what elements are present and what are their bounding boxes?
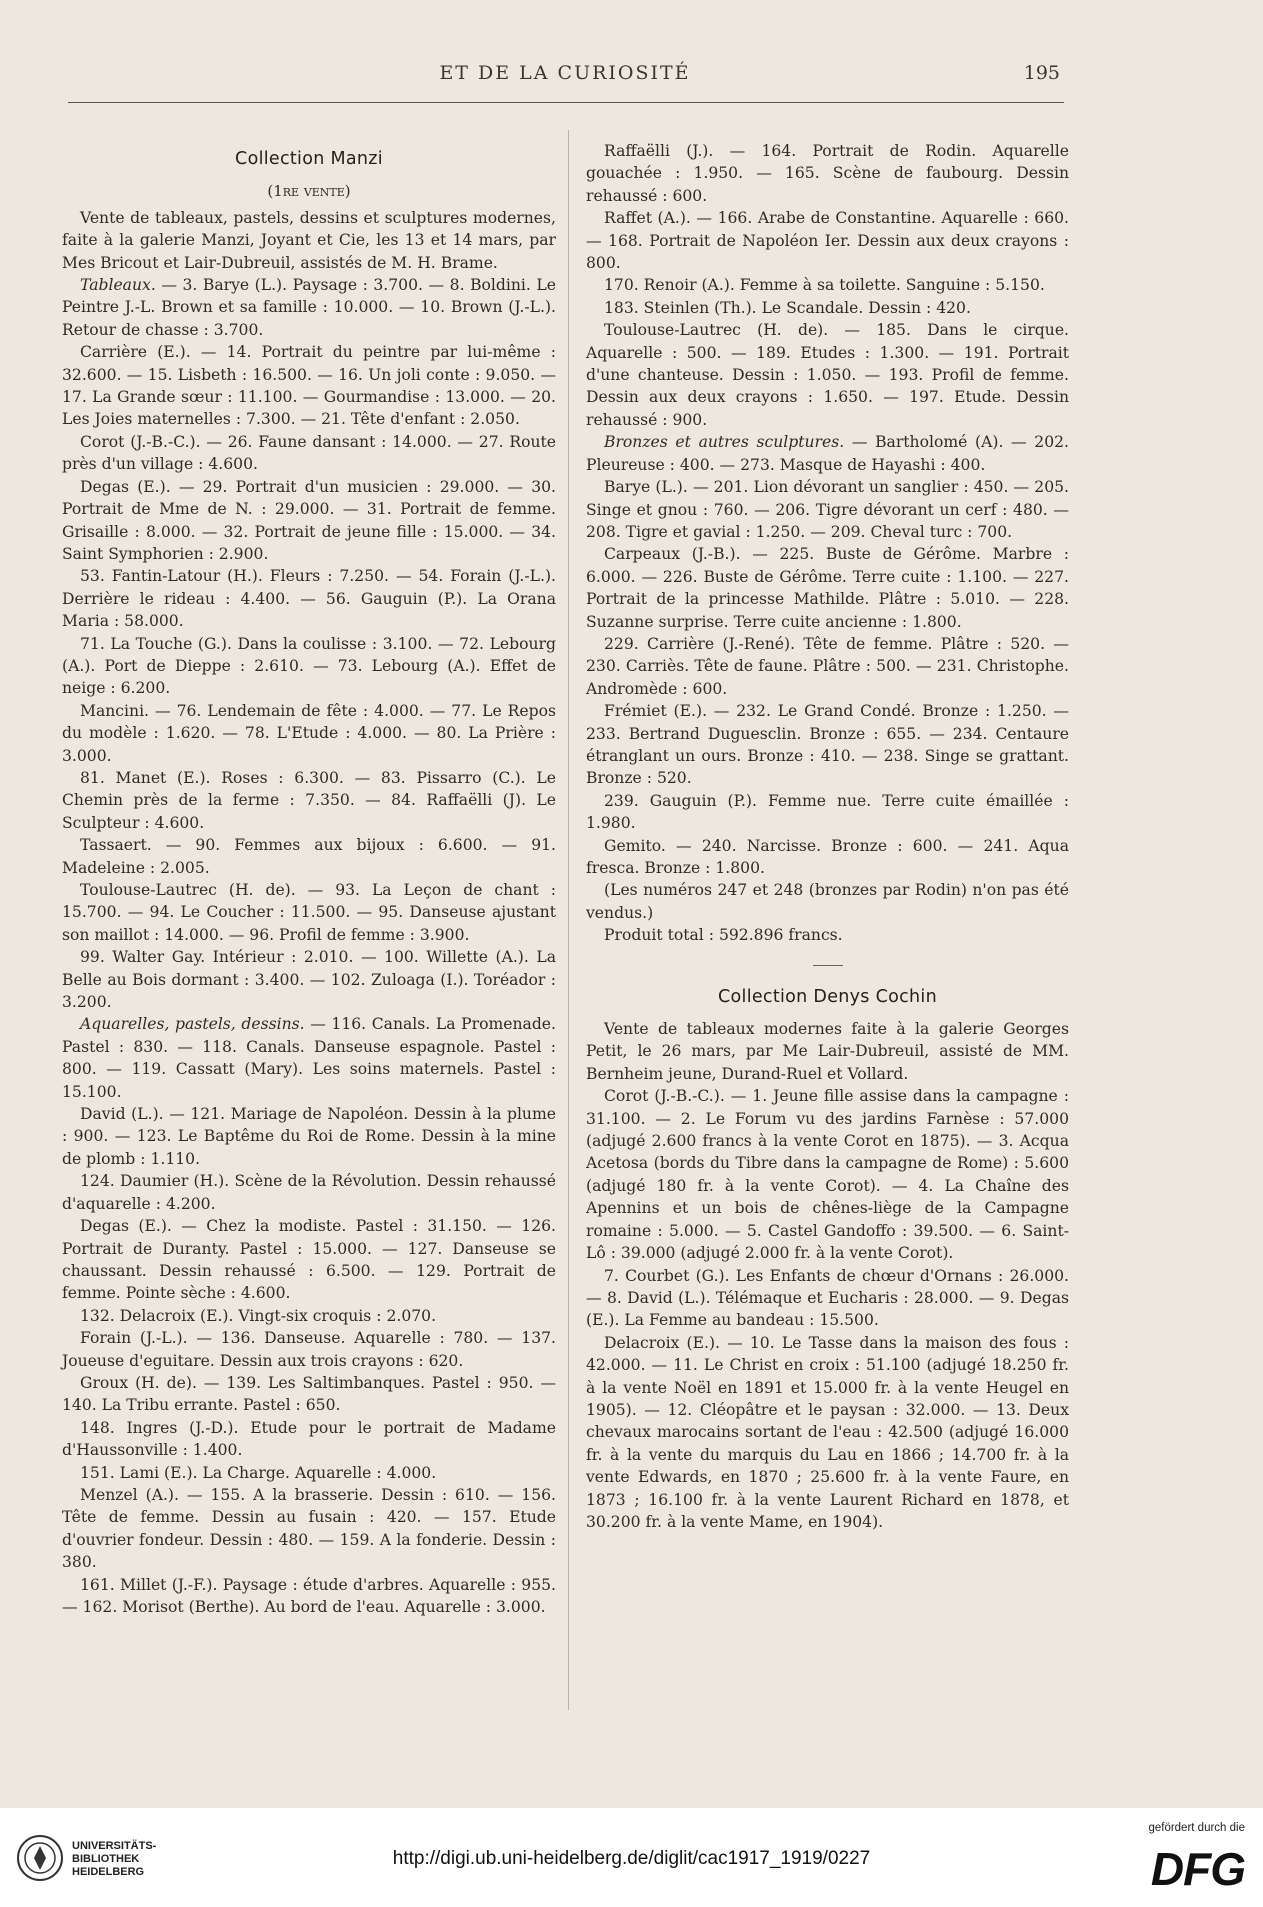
right-column — [586, 140, 1069, 1533]
paragraph: 132. Delacroix (E.). Vingt-six croquis : 2.070. — [80, 1306, 437, 1325]
paragraph: Tassaert. — 90. Femmes aux bijoux : 6.600. — 91. Madeleine : 2.005. — [62, 836, 556, 877]
paragraph: Tableaux. — 3. Barye (L.). Paysage : 3.700. — 8. Boldini. Le Peintre J.-L. Brown et sa famille : 10.000. — 10. Brown (J.-L.). Retour de chasse : 3.700. — [62, 276, 556, 339]
paragraph: 161. Millet (J.-F.). Paysage : étude d'arbres. Aquarelle : 955. — 162. Morisot (Berthe). Au bord de l'eau. Aquarelle : 3.000. — [62, 1575, 556, 1616]
section-subtitle: (1re vente) — [267, 182, 351, 201]
paragraph: Groux (H. de). — 139. Les Saltimbanques. Pastel : 950. — 140. La Tribu errante. Pastel : 650. — [62, 1373, 556, 1415]
column-divider — [568, 130, 569, 1710]
viewer-footer — [0, 1808, 1263, 1907]
italic-label: Tableaux. — [80, 276, 156, 295]
paragraph: 170. Renoir (A.). Femme à sa toilette. Sanguine : 5.150. — [604, 276, 1045, 295]
paragraph: Raffaëlli (J.). — 164. Portrait de Rodin. Aquarelle gouachée : 1.950. — 165. Scène de faubourg. Dessin rehaussé : 600. — [586, 142, 1069, 205]
paragraph: 71. La Touche (G.). Dans la coulisse : 3.100. — 72. Lebourg (A.). Port de Dieppe : 2.610. — 73. Lebourg (A.). Effet de neige : 6.200. — [62, 634, 556, 698]
paragraph: Vente de tableaux modernes faite à la galerie Georges Petit, le 26 mars, par Me Lair-Dubreuil, assisté de MM. Bernheim jeune, Durand-Ruel et Vollard. — [586, 1020, 1069, 1083]
running-head — [70, 62, 1060, 92]
paragraph: 81. Manet (E.). Roses : 6.300. — 83. Pissarro (C.). Le Chemin près de la ferme : 7.350. — 84. Raffaëlli (J). Le Sculpteur : 4.600. — [62, 768, 556, 832]
paragraph: Carpeaux (J.-B.). — 225. Buste de Gérôme. Marbre : 6.000. — 226. Buste de Gérôme. Terre cuite : 1.100. — 227. Portrait de la princesse Mathilde. Plâtre : 5.010. — 228. Suzanne surprise. Terre cuite ancienne : 1.800. — [586, 545, 1069, 631]
paragraph: 53. Fantin-Latour (H.). Fleurs : 7.250. — 54. Forain (J.-L.). Derrière le rideau : 4.400. — 56. Gauguin (P.). La Orana Maria : 58.000. — [62, 567, 556, 631]
header-rule — [68, 102, 1064, 103]
paragraph: 99. Walter Gay. Intérieur : 2.010. — 100. Willette (A.). La Belle au Bois dormant : 3.400. — 102. Zuloaga (I.). Toréador : 3.200. — [62, 948, 556, 1012]
paragraph: Mancini. — 76. Lendemain de fête : 4.000. — 77. Le Repos du modèle : 1.620. — 78. L'Etude : 4.000. — 80. La Prière : 3.000. — [62, 701, 556, 765]
paragraph: 124. Daumier (H.). Scène de la Révolution. Dessin rehaussé d'aquarelle : 4.200. — [62, 1172, 556, 1213]
paragraph: Barye (L.). — 201. Lion dévorant un sanglier : 450. — 205. Singe et gnou : 760. — 206. Tigre dévorant un cerf : 480. — 208. Tigre et gavial : 1.250. — 209. Cheval turc : 700. — [586, 478, 1069, 541]
paragraph: 7. Courbet (G.). Les Enfants de chœur d'Ornans : 26.000. — 8. David (L.). Télémaque et Eucharis : 28.000. — 9. Degas (E.). La Femme au bandeau : 15.500. — [586, 1266, 1069, 1330]
paragraph: Frémiet (E.). — 232. Le Grand Condé. Bronze : 1.250. — 233. Bertrand Duguesclin. Bronze : 655. — 234. Centaure étranglant un ours. Bronze : 410. — 238. Singe se grattant. Bronze : 520. — [586, 702, 1069, 788]
permalink-url[interactable]: http://digi.ub.uni-heidelberg.de/diglit/cac1917_1919/0227 — [392, 1848, 871, 1869]
paragraph: Delacroix (E.). — 10. Le Tasse dans la maison des fous : 42.000. — 11. Le Christ en croix : 51.100 (adjugé 18.250 fr. à la vente Noël en 1891 et 15.000 fr. à la vente Heugel en 1905). — 12. Cléopâtre et le paysan : 32.000. — 13. Deux chevaux marocains sortant de l'eau : 42.500 (adjugé 16.000 fr. à la vente du marquis du Lau en 1866 ; 14.700 fr. à la vente Edwards, en 1870 ; 25.600 fr. à la vente Faure, en 1873 ; 16.100 fr. à la vente Laurent Richard en 1878, et 30.200 fr. à la vente Mame, en 1904). — [586, 1333, 1069, 1531]
section-title-cochin: Collection Denys Cochin — [718, 986, 937, 1007]
paragraph: Menzel (A.). — 155. A la brasserie. Dessin : 610. — 156. Tête de femme. Dessin au fusain : 420. — 157. Etude d'ouvrier fondeur. Dessin : 480. — 159. A la fonderie. Dessin : 380. — [62, 1485, 556, 1572]
paragraph: Raffet (A.). — 166. Arabe de Constantine. Aquarelle : 660. — 168. Portrait de Napoléon Ier. Dessin aux deux crayons : 800. — [586, 209, 1069, 273]
section-title-manzi: Collection Manzi — [235, 149, 383, 169]
paragraph: Toulouse-Lautrec (H. de). — 185. Dans le cirque. Aquarelle : 500. — 189. Etudes : 1.300. — 191. Portrait d'une chanteuse. Dessin : 1.050. — 193. Profil de femme. Dessin aux deux crayons : 1.650. — 197. Etude. Dessin rehaussé : 900. — [586, 321, 1069, 429]
paragraph: Gemito. — 240. Narcisse. Bronze : 600. — 241. Aqua fresca. Bronze : 1.800. — [586, 836, 1069, 877]
left-column — [62, 140, 556, 1618]
paragraph: 151. Lami (E.). La Charge. Aquarelle : 4.000. — [80, 1463, 437, 1482]
paragraph: 239. Gauguin (P.). Femme nue. Terre cuite émaillée : 1.980. — [586, 791, 1069, 833]
university-library-name: UNIVERSITÄTS- BIBLIOTHEK HEIDELBERG — [72, 1840, 157, 1878]
section-separator — [813, 965, 843, 966]
paragraph: Produit total : 592.896 francs. — [604, 926, 843, 945]
paragraph: 148. Ingres (J.-D.). Etude pour le portrait de Madame d'Haussonville : 1.400. — [62, 1418, 556, 1460]
paragraph: Carrière (E.). — 14. Portrait du peintre par lui-même : 32.600. — 15. Lisbeth : 16.500. — 16. Un joli conte : 9.050. — 17. La Grande sœur : 11.100. — Gourmandise : 13.000. — 20. Les Joies maternelles : 7.300. — 21. Tête d'enfant : 2.050. — [62, 343, 556, 429]
paragraph: Degas (E.). — Chez la modiste. Pastel : 31.150. — 126. Portrait de Duranty. Pastel : 15.000. — 127. Danseuse se chaussant. Dessin rehaussé : 6.500. — 129. Portrait de femme. Pointe sèche : 4.600. — [62, 1217, 556, 1303]
italic-label: Aquarelles, pastels, dessins. — [80, 1015, 305, 1034]
paragraph: David (L.). — 121. Mariage de Napoléon. Dessin à la plume : 900. — 123. Le Baptême du Roi de Rome. Dessin à la mine de plomb : 1.110. — [62, 1105, 556, 1168]
paragraph: Forain (J.-L.). — 136. Danseuse. Aquarelle : 780. — 137. Joueuse d'eguitare. Dessin aux trois crayons : 620. — [62, 1329, 556, 1370]
paragraph: Bronzes et autres sculptures. — Bartholomé (A). — 202. Pleureuse : 400. — 273. Masque de Hayashi : 400. — [586, 433, 1069, 474]
paragraph: Aquarelles, pastels, dessins. — 116. Canals. La Promenade. Pastel : 830. — 118. Canals. Danseuse espagnole. Pastel : 800. — 119. Cassatt (Mary). Les soins maternels. Pastel : 15.100. — [62, 1015, 556, 1101]
running-title: ET DE LA CURIOSITÉ — [439, 62, 691, 84]
paragraph: Vente de tableaux, pastels, dessins et sculptures modernes, faite à la galerie Manzi, Joyant et Cie, les 13 et 14 mars, par Mes Bricout et Lair-Dubreuil, assistés de M. H. Brame. — [62, 208, 556, 272]
dfg-sponsor[interactable] — [1095, 1822, 1245, 1902]
paragraph: Corot (J.-B.-C.). — 1. Jeune fille assise dans la campagne : 31.100. — 2. Le Forum vu des jardins Farnèse : 57.000 (adjugé 2.600 francs à la vente Corot en 1875). — 3. Acqua Acetosa (bords du Tibre dans la campagne de Rome) : 5.600 (adjugé 180 fr. à la vente Corot). — 4. La Chaîne des Apennins et un bois de chênes-liège de la Campagne romaine : 5.000. — 5. Castel Gandoffo : 39.500. — 6. Saint-Lô : 39.000 (adjugé 2.000 fr. à la vente Corot). — [586, 1087, 1069, 1263]
paragraph: Toulouse-Lautrec (H. de). — 93. La Leçon de chant : 15.700. — 94. Le Coucher : 11.500. — 95. Danseuse ajustant son maillot : 14.000. — 96. Profil de femme : 3.900. — [62, 881, 556, 944]
paragraph: 183. Steinlen (Th.). Le Scandale. Dessin : 420. — [604, 298, 971, 317]
page-number: 195 — [1023, 62, 1060, 84]
dfg-logo: DFG — [1150, 1843, 1245, 1895]
paragraph: Degas (E.). — 29. Portrait d'un musicien : 29.000. — 30. Portrait de Mme de N. : 29.000. — 31. Portrait de femme. Grisaille : 8.000. — 32. Portrait de jeune fille : 15.000. — 34. Saint Symphorien : 2.900. — [62, 477, 556, 563]
italic-label: Bronzes et autres sculptures. — [604, 433, 845, 452]
sponsor-caption: gefördert durch die — [1148, 1822, 1245, 1834]
paragraph: (Les numéros 247 et 248 (bronzes par Rodin) n'on pas été vendus.) — [586, 881, 1069, 922]
paragraph: 229. Carrière (J.-René). Tête de femme. Plâtre : 520. — 230. Carriès. Tête de faune. Plâtre : 500. — 231. Christophe. Andromède : 600. — [586, 634, 1069, 698]
paragraph: Corot (J.-B.-C.). — 26. Faune dansant : 14.000. — 27. Route près d'un village : 4.600. — [62, 432, 556, 474]
